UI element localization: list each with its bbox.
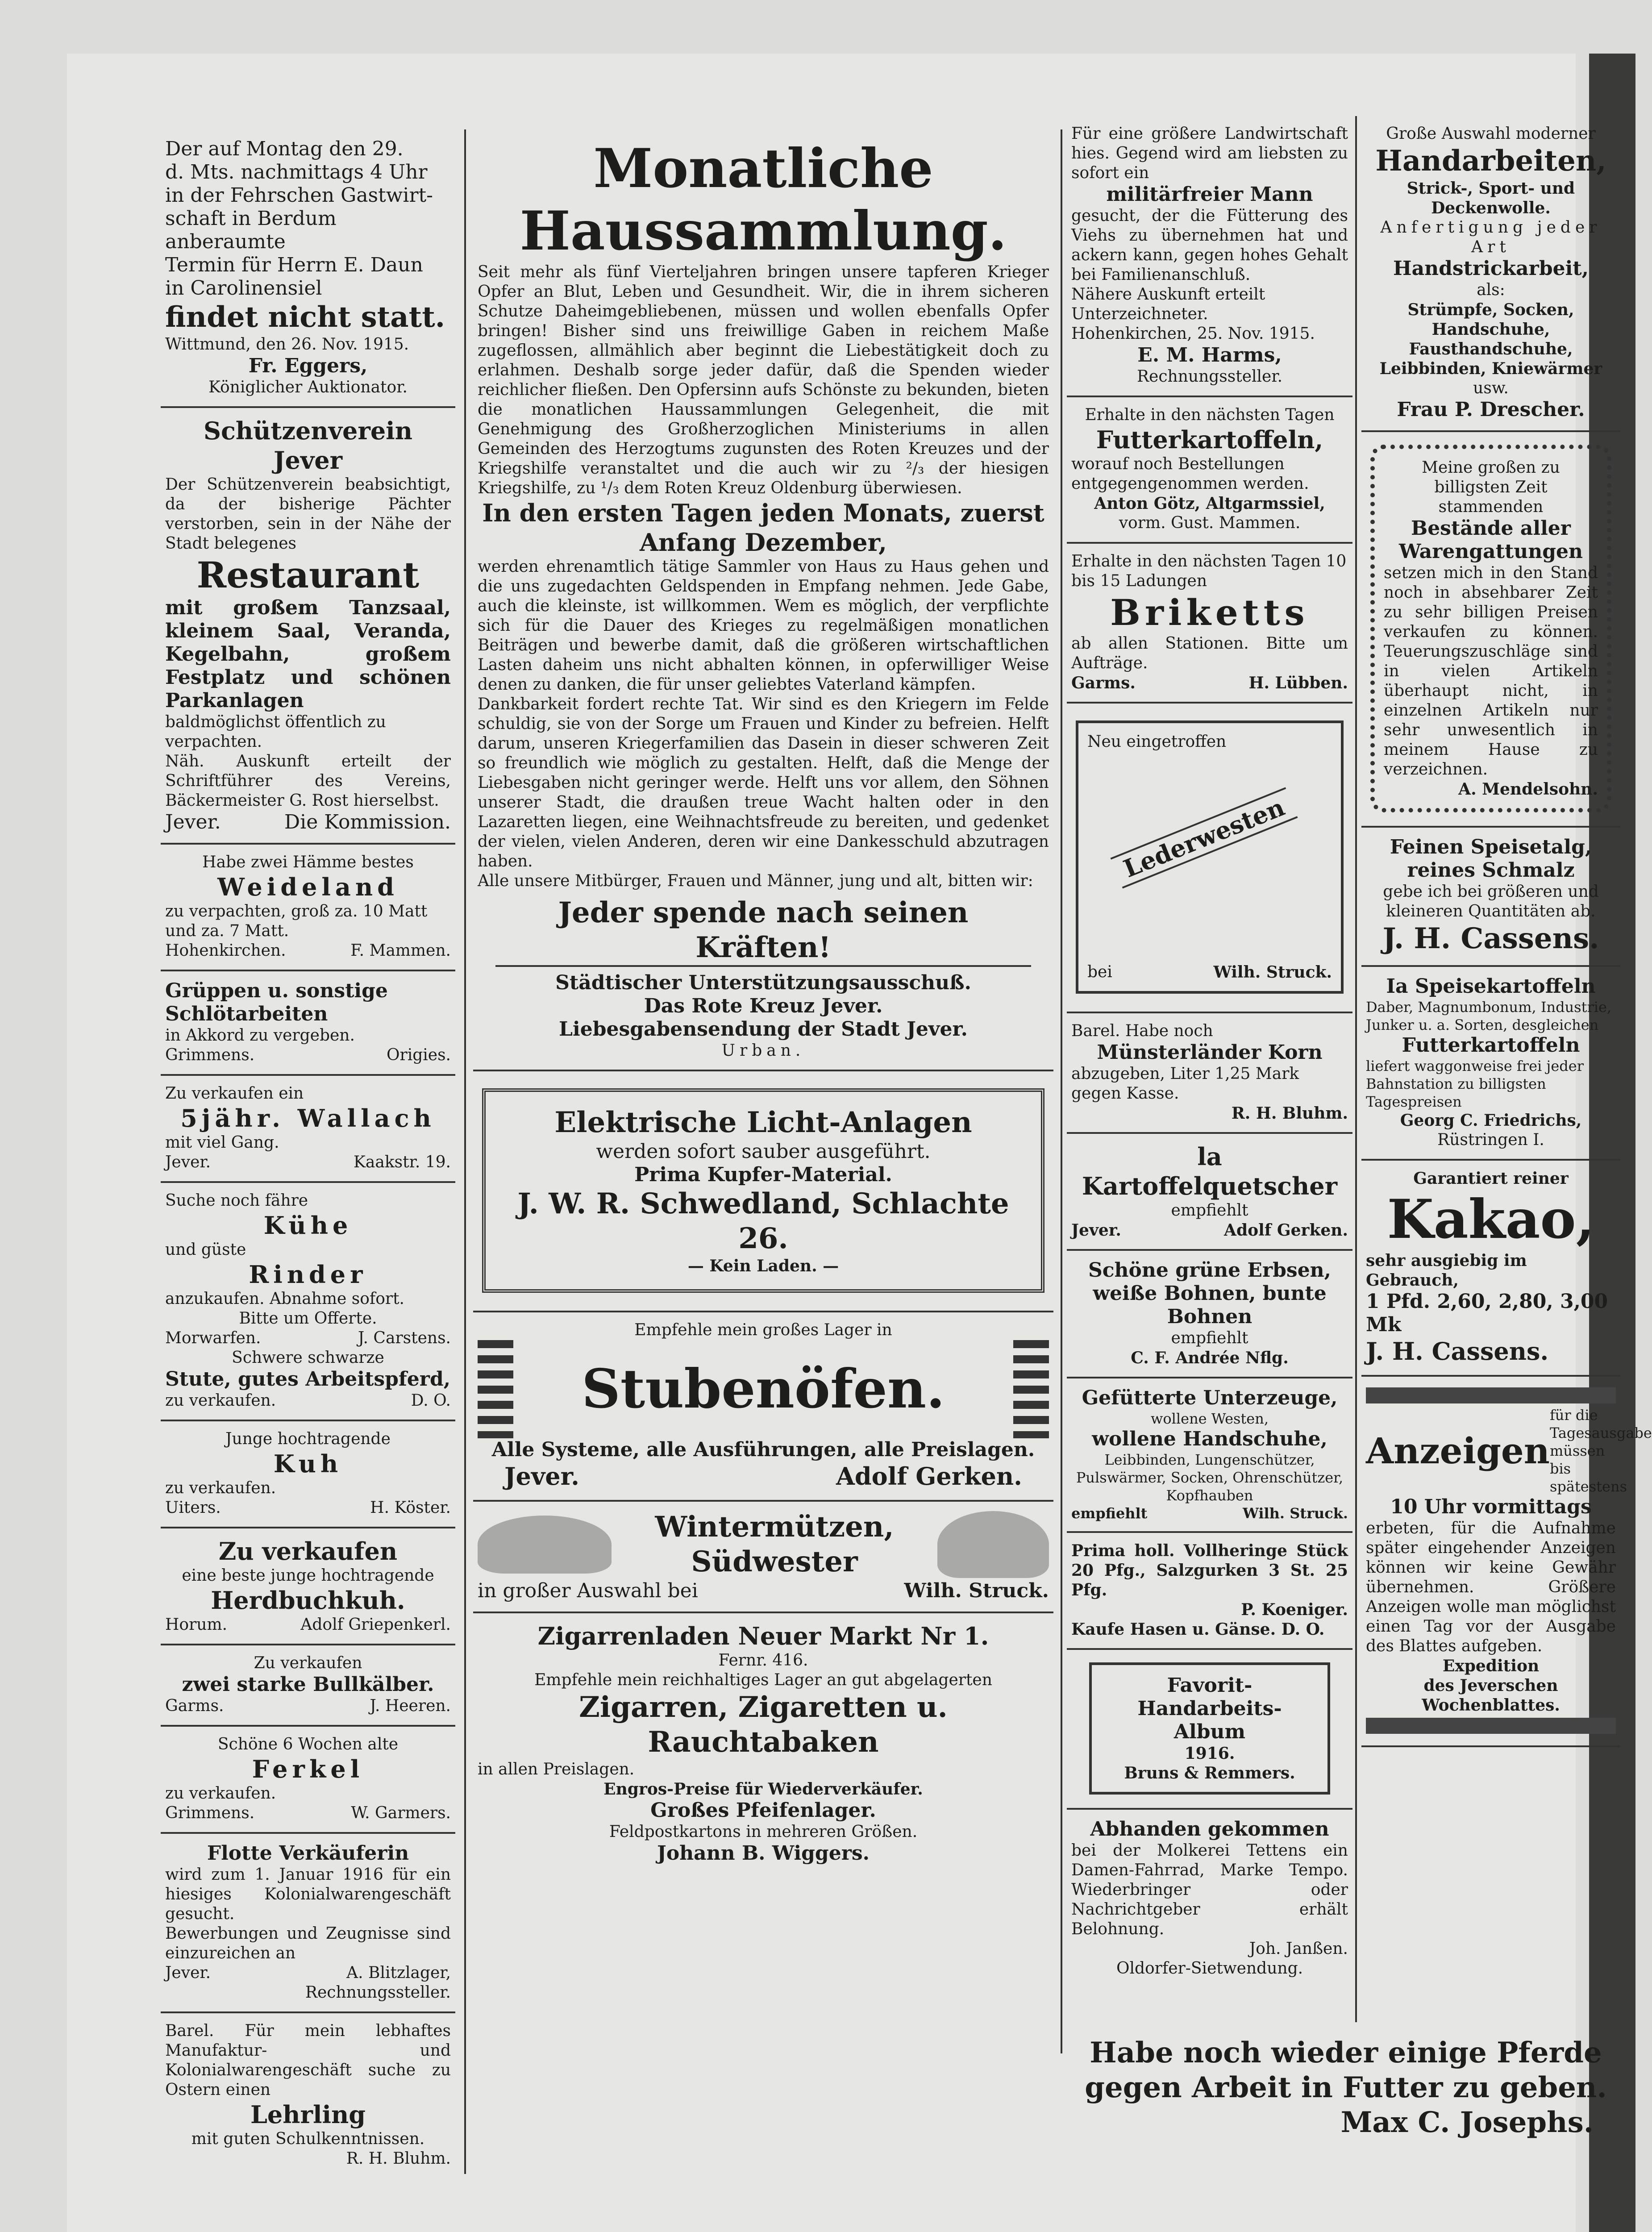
- ad-stubenoefen: [473, 1312, 1053, 1502]
- ad-text: gebe ich bei größeren und kleineren Quantitäten ab.: [1383, 883, 1599, 920]
- ad-footer: Jever. Adolf Gerken.: [1071, 1221, 1348, 1240]
- ad-speisetalg: [1361, 828, 1620, 967]
- ad-text-3: anzukaufen. Abnahme sofort.: [165, 1290, 404, 1308]
- ad-weideland: [161, 845, 455, 971]
- ad-footer: Hohenkirchen. F. Mammen.: [165, 941, 451, 960]
- ad-frame: [1089, 1662, 1330, 1795]
- ad-headline: zwei starke Bullkälber.: [182, 1673, 434, 1696]
- ad-footer: Grimmens. Origies.: [165, 1046, 451, 1064]
- ad-headline-2: Südwester: [691, 1545, 858, 1578]
- ad-text: in Akkord zu vergeben.: [165, 1026, 355, 1045]
- ad-headline-2: Zigarren, Zigaretten u. Rauchtabaken: [579, 1691, 948, 1759]
- ad-text-3: Nähere Auskunft erteilt Unterzeichneter.: [1071, 285, 1265, 323]
- ad-text: Junge hochtragende: [225, 1430, 391, 1448]
- ad-wallach: [161, 1076, 455, 1183]
- ad-pferde: [1071, 2036, 1620, 2140]
- ad-content-row: [478, 1510, 1049, 1579]
- ad-text-5: Schwere schwarze: [232, 1349, 384, 1367]
- ad-text-2: Handarbeits-: [1137, 1697, 1282, 1720]
- ad-headline-3: Stute, gutes Arbeitspferd,: [165, 1368, 451, 1391]
- ad-ferkel: [161, 1727, 455, 1834]
- ornament-icon: [478, 1340, 513, 1438]
- ad-text: Der Schützenverein beabsichtigt, da der bisherige Pächter verstorben, sein in der Nähe der Stadt belegenes: [165, 475, 451, 553]
- ad-text: Empfehle mein großes Lager in: [634, 1321, 892, 1339]
- ad-text-3: Album: [1173, 1720, 1246, 1743]
- ad-text-2: zu verkaufen.: [165, 1784, 276, 1803]
- ad-headline: militärfreier Mann: [1106, 183, 1313, 206]
- ad-headline: Bestände aller Warengattungen: [1399, 517, 1583, 563]
- ad-text: Zu verkaufen ein: [165, 1084, 304, 1103]
- ad-text: Für eine größere Landwirtschaft hies. Gegend wird am liebsten zu sofort ein: [1071, 125, 1348, 182]
- ad-headline: Münsterländer Korn: [1097, 1041, 1323, 1064]
- ad-text-2: und güste: [165, 1241, 246, 1259]
- ad-text: Meine großen zu billigsten Zeit stammenden: [1422, 458, 1560, 516]
- column-1: [161, 129, 455, 2214]
- ad-headline-3: Großes Pfeifenlager.: [650, 1799, 876, 1822]
- ad-headline: Abhanden gekommen: [1090, 1818, 1329, 1841]
- ad-signature: J. H. Cassens.: [1366, 1337, 1549, 1366]
- ad-text-2: abzugeben, Liter 1,25 Mark gegen Kasse.: [1071, 1065, 1299, 1103]
- ad-text-2: sehr ausgiebig im Gebrauch,: [1366, 1251, 1527, 1290]
- ad-footer-2: zu verkaufen. D. O.: [165, 1391, 451, 1410]
- ad-headline: Zigarrenladen Neuer Markt Nr 1.: [537, 1622, 989, 1650]
- ad-signatory-1: Städtischer Unterstützungsausschuß.: [555, 971, 971, 994]
- ad-footer: Uiters. H. Köster.: [165, 1499, 451, 1517]
- ad-paragraph-2: werden ehrenamtlich tätige Sammler von Haus zu Haus gehen und die uns zugedachten Geldspenden in Empfang nehmen. Jede Gabe, auch die kleinste, ist willkommen. Wem es möglich, der verpflichte sich für die Dauer des Krieges zu regelmäßigen monatlichen Beiträgen und bewerbe damit, daß die größeren wirtschaftlichen Lasten daheim uns nicht abhalten können, in opferwilliger Weise denen zu danken, die für unser geliebtes Vaterland kämpfen.: [478, 558, 1049, 694]
- ad-side-text: für die Tagesausgabe müssen bis spätestens: [1549, 1407, 1652, 1495]
- ad-text-3: Anfertigung jeder Art: [1380, 218, 1602, 256]
- column-rule: [1355, 116, 1357, 2022]
- ad-headline: Grüppen u. sonstige Schlötarbeiten: [165, 979, 388, 1025]
- ad-grueppen: [161, 971, 455, 1076]
- ad-signature: Georg C. Friedrichs,: [1400, 1111, 1582, 1130]
- ad-bullkaelber: [161, 1645, 455, 1727]
- ad-headline-2: Rinder: [249, 1260, 367, 1289]
- ad-signatory-3: Liebesgabensendung der Stadt Jever.: [559, 1018, 968, 1041]
- ad-footer: Jever. Kaakstr. 19.: [165, 1153, 451, 1171]
- ad-licht-anlagen: [473, 1071, 1053, 1312]
- ad-headline-2: Handstrickarbeit,: [1393, 257, 1589, 280]
- ad-text-2: baldmöglichst öffentlich zu verpachten.: [165, 713, 386, 751]
- ad-text-4: Engros-Preise für Wiederverkäufer.: [603, 1780, 923, 1799]
- ad-text: bei der Molkerei Tettens ein Damen-Fahrrad, Marke Tempo. Wiederbringer oder Nachrichtgeber erhält Belohnung.: [1071, 1841, 1348, 1938]
- ad-anzeigen-info: [1361, 1377, 1652, 1747]
- ad-text-4: als:: [1477, 281, 1505, 299]
- ad-signature: Joh. Janßen.: [1249, 1940, 1348, 1958]
- ad-headline: Ia Speisekartoffeln: [1386, 975, 1596, 998]
- ad-headline: Weideland: [217, 873, 399, 901]
- ad-headline-row: [1366, 1406, 1652, 1495]
- ad-militaerfreier-mann: [1067, 116, 1352, 397]
- ad-futterkartoffeln: [1067, 397, 1352, 544]
- ad-text-2: liefert waggonweise frei jeder Bahnstation zu billigsten Tagespreisen: [1366, 1058, 1584, 1110]
- ad-text-2: Strick-, Sport- und Deckenwolle.: [1406, 179, 1575, 217]
- ad-text: Prima holl. Vollheringe Stück 20 Pfg., Salzgurken 3 St. 25 Pfg.: [1071, 1541, 1348, 1599]
- ad-briketts: [1067, 544, 1352, 704]
- ad-text: Neu eingetroffen: [1087, 733, 1227, 751]
- ad-text: Favorit-: [1167, 1674, 1253, 1697]
- ad-wintermuetzen: [473, 1502, 1053, 1613]
- ad-headline-3: Strümpfe, Socken, Handschuhe, Fausthandschuhe, Leibbinden, Kniewärmer: [1379, 300, 1602, 378]
- ad-headline: Stubenöfen.: [582, 1358, 945, 1420]
- ad-date: Hohenkirchen, 25. Nov. 1915.: [1071, 325, 1315, 343]
- ad-headline: Briketts: [1110, 591, 1309, 633]
- ad-text-2: zu verkaufen.: [165, 1479, 276, 1497]
- ad-text: Suche noch fähre: [165, 1191, 308, 1210]
- ad-text-2: setzen mich in den Stand noch in absehbarer Zeit zu sehr billigen Preisen verkaufen zu können. Teuerungszuschläge sind in vielen Artikeln überhaupt nicht, in einzelnen Artikeln nur sehr unwesentlich in meinem Hause zu verzeichnen.: [1384, 564, 1598, 779]
- ad-abhanden: [1067, 1810, 1352, 1987]
- ad-text: erbeten, für die Aufnahme später eingehender Anzeigen können wir keine Gewähr übernehmen. Größere Anzeigen wolle man möglichst einen Tag vor der Ausgabe des Blattes aufgeben.: [1366, 1519, 1616, 1655]
- ad-text-3: des Jeverschen Wochenblattes.: [1422, 1676, 1560, 1715]
- ad-footer: Jever. Adolf Gerken.: [504, 1462, 1022, 1491]
- black-bar: [1366, 1718, 1616, 1734]
- ad-erbsen: [1067, 1251, 1352, 1378]
- ad-paragraph-4: Alle unsere Mitbürger, Frauen und Männer, jung und alt, bitten wir:: [478, 872, 1033, 890]
- ad-text-2: Leibbinden, Lungenschützer, Pulswärmer, Socken, Ohrenschützer, Kopfhauben: [1076, 1451, 1344, 1504]
- ad-text-2: Prima Kupfer-Material.: [634, 1163, 892, 1186]
- ad-text-2: Bewerbungen und Zeugnisse sind einzureichen an: [165, 1924, 451, 1962]
- ad-role: Königlicher Auktionator.: [208, 378, 408, 396]
- ad-footer: empfiehlt Wilh. Struck.: [1071, 1505, 1348, 1522]
- ad-text: Zu verkaufen: [254, 1654, 362, 1672]
- ad-text: Daber, Magnumbonum, Industrie, Junker u. a. Sorten, desgleichen: [1366, 999, 1612, 1033]
- ad-verkaeuferin: [161, 1834, 455, 2013]
- ad-kuh: [161, 1421, 455, 1528]
- ad-text-3: vorm. Gust. Mammen.: [1119, 514, 1301, 532]
- ad-headline-2: wollene Handschuhe,: [1092, 1428, 1327, 1450]
- ad-kartoffelquetscher: [1067, 1134, 1352, 1251]
- ad-headline: Lederwesten: [1111, 787, 1298, 889]
- sou-wester-image-icon: [937, 1511, 1049, 1578]
- ad-paragraph-3: Dankbarkeit fordert rechte Tat. Wir sind es den Kriegern im Felde schuldig, sie von der Sorge um Frauen und Kinder zu befreien. Helft darum, unseren Kriegerfamilien das Dasein in dieser schweren Zeit so freundlich wie möglich zu gestalten. Helft, daß die Menge der Liebesgaben nicht geringer werde. Helft uns vor allem, den Söhnen unserer Stadt, die draußen treue Wacht halten oder in den Lazaretten liegen, eine Weihnachtsfreude zu bereiten, und gedenket der vielen, vielen Anderen, deren wir eine Dankesschuld abzutragen haben.: [478, 695, 1049, 870]
- ad-text-3: — Kein Laden. —: [687, 1257, 839, 1275]
- ad-headline-2: gegen Arbeit in Futter zu geben.: [1085, 2071, 1607, 2104]
- ad-text: Erhalte in den nächsten Tagen: [1085, 406, 1335, 424]
- ad-headline: Lehrling: [250, 2100, 366, 2129]
- ad-footer: Morwarfen. J. Carstens.: [165, 1329, 451, 1347]
- ad-headline: Zu verkaufen: [218, 1537, 398, 1566]
- column-4: [1361, 116, 1652, 2214]
- ad-signature: P. Koeniger.: [1241, 1600, 1348, 1619]
- ad-signature: R. H. Bluhm.: [346, 2149, 451, 2168]
- ad-paragraph-1: Seit mehr als fünf Vierteljahren bringen unsere tapferen Krieger Opfer an Blut, Leben und Gesundheit. Wir, die in ihrem sicheren Schutze Daheimgebliebenen, müssen und wollen ebenfalls Opfer bringen! Bisher sind uns freiwillige Gaben in reichem Maße zugeflossen, allmählich aber beginnt die Liebestätigkeit doch zu erlahmen. Deshalb sorge jeder dafür, daß die Spenden wieder reichlicher fließen. Den Opfersinn aufs Schönste zu bekunden, bieten die monatlichen Haussammlungen Gelegenheit, die mit Genehmigung des Großherzoglichen Ministeriums in allen Gemeinden des Herzogtums zugunsten des Roten Kreuzes und der Kriegshilfe veranstaltet und die auch wir zu ²/₃ der hiesigen Kriegshilfe, zu ¹/₃ dem Roten Kreuz Oldenburg überwiesen.: [478, 263, 1049, 497]
- ad-role: Rechnungssteller.: [1136, 367, 1283, 386]
- ad-text: Habe zwei Hämme bestes: [202, 853, 414, 871]
- ad-headline-group: [655, 1510, 894, 1579]
- ad-text: wird zum 1. Januar 1916 für ein hiesiges Kolonialwarengeschäft gesucht.: [165, 1866, 451, 1923]
- ad-signature: Max C. Josephs.: [1340, 2106, 1594, 2139]
- ad-kakao: [1361, 1161, 1620, 1377]
- column-2: [473, 129, 1053, 2214]
- chain-border-frame: [1370, 445, 1611, 812]
- ad-signature: R. H. Bluhm.: [1231, 1104, 1348, 1123]
- ad-headline: Restaurant: [196, 554, 420, 596]
- ad-text: Große Auswahl moderner: [1386, 125, 1596, 143]
- ad-headline: findet nicht statt.: [165, 300, 445, 334]
- ad-headline-row: [478, 1340, 1049, 1438]
- ad-text-2: worauf noch Bestellungen entgegengenommen werden.: [1071, 455, 1309, 493]
- ad-headline-2: J. W. R. Schwedland, Schlachte 26.: [517, 1187, 1009, 1255]
- ad-signatory-4: Urban.: [721, 1041, 805, 1060]
- ad-signature: Frau P. Drescher.: [1397, 398, 1585, 421]
- ad-text: empfiehlt: [1171, 1201, 1248, 1220]
- ad-text-4: Bitte um Offerte.: [239, 1309, 377, 1328]
- ad-footer: Garms. H. Lübben.: [1071, 674, 1348, 692]
- ad-text-2: Kaufe Hasen u. Gänse. D. O.: [1071, 1620, 1325, 1639]
- ad-signatory-2: Das Rote Kreuz Jever.: [644, 995, 883, 1017]
- ad-headline: Kühe: [263, 1211, 353, 1240]
- ad-signature: E. M. Harms,: [1137, 344, 1282, 366]
- ad-herdbuchkuh: [161, 1528, 455, 1645]
- ad-subheadline: In den ersten Tagen jeden Monats, zuerst Anfang Dezember,: [482, 499, 1044, 557]
- ad-text-2: ab allen Stationen. Bitte um Aufträge.: [1071, 634, 1348, 672]
- ad-headline: 5jähr. Wallach: [180, 1104, 436, 1133]
- ad-text: Garantiert reiner: [1413, 1169, 1569, 1188]
- ad-headline: Habe noch wieder einige Pferde: [1090, 2036, 1602, 2070]
- ad-mendelsohn: [1361, 432, 1620, 828]
- ad-haussammlung: [473, 129, 1053, 1071]
- ad-termin: [161, 129, 455, 408]
- ad-signature: Fr. Eggers,: [248, 354, 368, 377]
- ad-footer: Horum. Adolf Griepenkerl.: [165, 1616, 451, 1634]
- ad-frame: [1076, 720, 1344, 994]
- ad-footer: Garms. J. Heeren.: [165, 1697, 451, 1715]
- ad-features: mit großem Tanzsaal, kleinem Saal, Veranda, Kegelbahn, großem Festplatz und schönen Parkanlagen: [165, 596, 451, 712]
- ad-schuetzenverein: [161, 408, 455, 845]
- ad-text-3: 1 Pfd. 2,60, 2,80, 3,00 Mk: [1366, 1290, 1608, 1336]
- black-bar: [1366, 1387, 1616, 1403]
- ad-headline: Wintermützen,: [655, 1510, 894, 1544]
- ad-footer: Jever. Die Kommission.: [165, 811, 451, 833]
- ad-text-2: Oldorfer-Sietwendung.: [1116, 1959, 1303, 1978]
- ad-headline: Kuh: [273, 1449, 343, 1478]
- ad-lehrling: [161, 2013, 455, 2178]
- ad-text: wollene Westen,: [1151, 1410, 1269, 1427]
- ad-text-2: mit viel Gang.: [165, 1133, 279, 1152]
- ad-text: Erhalte in den nächsten Tagen 10 bis 15 Ladungen: [1071, 552, 1347, 590]
- cap-image-icon: [478, 1516, 612, 1574]
- ad-text-2: mit guten Schulkenntnissen.: [191, 2130, 425, 2148]
- ad-text: Der auf Montag den 29. d. Mts. nachmittags 4 Uhr in der Fehrschen Gastwirt- schaft in Berdum anberaumte Termin für Herrn E. Daun in Carolinensiel: [165, 137, 433, 300]
- ad-text-2: gesucht, der die Fütterung des Viehs zu übernehmen hat und ackern kann, gegen hohes Gehalt bei Familienanschluß.: [1071, 207, 1348, 284]
- ad-text-4: 1916.: [1184, 1744, 1235, 1763]
- ad-title: Schützenverein Jever: [204, 416, 412, 475]
- ad-headline-2: Futterkartoffeln: [1402, 1034, 1580, 1057]
- ad-text-3: Näh. Auskunft erteilt der Schriftführer des Vereins, Bäckermeister G. Rost hierselbst.: [165, 752, 451, 810]
- ad-signature: Johann B. Wiggers.: [657, 1842, 870, 1865]
- ad-text-2: zu verpachten, groß za. 10 Matt und za. 7 Matt.: [165, 902, 428, 940]
- ad-date: Wittmund, den 26. Nov. 1915.: [165, 335, 409, 354]
- ad-text-2: Empfehle mein reichhaltiges Lager an gut abgelagerten: [534, 1671, 992, 1689]
- ad-text: Schöne 6 Wochen alte: [217, 1735, 399, 1753]
- ad-headline: Gefütterte Unterzeuge,: [1082, 1387, 1338, 1409]
- ad-headline: Anzeigen: [1366, 1430, 1550, 1472]
- ad-signature: Anton Götz, Altgarmssiel,: [1094, 494, 1325, 513]
- ad-headline: la Kartoffelquetscher: [1082, 1142, 1338, 1200]
- ad-text-2: Alle Systeme, alle Ausführungen, alle Preislagen.: [491, 1438, 1035, 1461]
- ad-headline: Schöne grüne Erbsen, weiße Bohnen, bunte Bohnen: [1088, 1259, 1331, 1328]
- ad-headline: Kakao,: [1387, 1188, 1595, 1251]
- ad-headline-2: 10 Uhr vormittags: [1390, 1495, 1592, 1518]
- ad-kuehe: [161, 1183, 455, 1421]
- ad-handarbeiten: [1361, 116, 1620, 432]
- ad-role: Rechnungssteller.: [305, 1983, 451, 2002]
- ad-signature: Bruns & Remmers.: [1124, 1764, 1295, 1782]
- ad-text: empfiehlt: [1171, 1329, 1248, 1347]
- ad-text: eine beste junge hochtragende: [182, 1566, 434, 1585]
- ad-zigarrenladen: [473, 1613, 1053, 1874]
- ad-text-5: usw.: [1473, 379, 1509, 397]
- ad-text: werden sofort sauber ausgeführt.: [596, 1140, 931, 1163]
- ad-footer: Jever. A. Blitzlager,: [165, 1964, 451, 1982]
- ad-signature: C. F. Andrée Nflg.: [1131, 1349, 1289, 1367]
- ad-headline: Elektrische Licht-Anlagen: [554, 1106, 972, 1139]
- ad-headline: Futterkartoffeln,: [1096, 425, 1323, 454]
- ad-text-2: Expedition: [1442, 1657, 1540, 1675]
- ad-text: Barel. Für mein lebhaftes Manufaktur- und Kolonialwarengeschäft suche zu Ostern einen: [165, 2022, 451, 2099]
- ad-headline: Handarbeiten,: [1375, 144, 1606, 178]
- ad-heringe: [1067, 1533, 1352, 1650]
- ad-text-5: Feldpostkartons in mehreren Größen.: [609, 1823, 918, 1841]
- ad-speisekartoffeln: [1361, 967, 1620, 1161]
- column-rule: [1061, 129, 1062, 2053]
- column-rule: [464, 129, 466, 2174]
- ad-signature: J. H. Cassens.: [1382, 922, 1599, 955]
- ornament-icon: [1013, 1340, 1049, 1438]
- ad-lederwesten: [1067, 704, 1352, 1013]
- ad-unterzeuge: [1067, 1378, 1352, 1533]
- ad-title: Monatliche Haussammlung.: [520, 137, 1007, 262]
- ad-favorit-album: [1067, 1650, 1352, 1810]
- ad-headline: Ferkel: [252, 1755, 364, 1783]
- column-3: [1067, 116, 1352, 2214]
- ad-text-3: in allen Preislagen.: [478, 1760, 635, 1778]
- ad-slogan: Jeder spende nach seinen Kräften!: [495, 895, 1031, 967]
- ad-headline: Flotte Verkäuferin: [207, 1842, 409, 1865]
- ad-signature: A. Mendelsohn.: [1458, 780, 1598, 799]
- ad-footer: bei Wilh. Struck.: [1087, 963, 1332, 982]
- ad-korn: [1067, 1013, 1352, 1134]
- ad-footer: Grimmens. W. Garmers.: [165, 1804, 451, 1822]
- ad-headline-2: Herdbuchkuh.: [211, 1586, 405, 1615]
- ad-text-3: Rüstringen I.: [1437, 1131, 1544, 1149]
- ad-text: Barel. Habe noch: [1071, 1022, 1213, 1040]
- ad-frame: [482, 1088, 1044, 1293]
- ad-headline: Feinen Speisetalg, reines Schmalz: [1390, 836, 1592, 882]
- ad-footer: in großer Auswahl bei Wilh. Struck.: [478, 1579, 1049, 1602]
- ad-text: Fernr. 416.: [718, 1651, 808, 1670]
